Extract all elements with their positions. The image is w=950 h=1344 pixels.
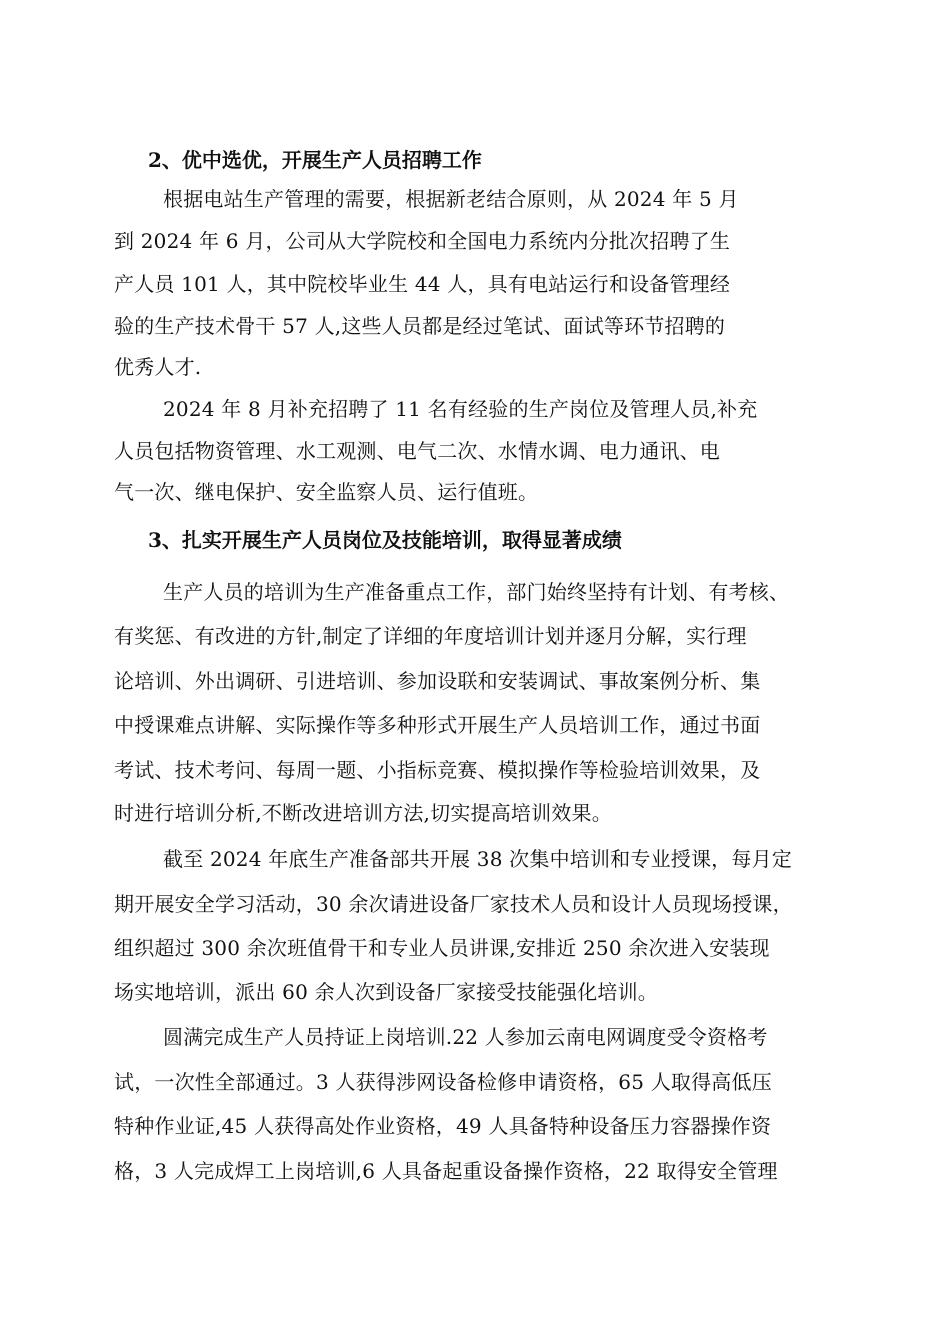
paragraph-line: 优秀人才. (114, 355, 202, 379)
paragraph-line: 特种作业证,45 人获得高处作业资格，49 人具备特种设备压力容器操作资 (114, 1114, 772, 1138)
paragraph-line: 组织超过 300 余次班值骨干和专业人员讲课,安排近 250 余次进入安装现 (114, 936, 770, 960)
paragraph-line: 生产人员的培训为生产准备重点工作，部门始终坚持有计划、有考核、 (163, 580, 790, 604)
paragraph-line: 格，3 人完成焊工上岗培训,6 人具备起重设备操作资格，22 取得安全管理 (114, 1159, 778, 1183)
section-2-heading: 2、优中选优，开展生产人员招聘工作 (148, 148, 482, 172)
paragraph-line: 产人员 101 人，其中院校毕业生 44 人，具有电站运行和设备管理经 (114, 272, 731, 296)
paragraph-line: 根据电站生产管理的需要，根据新老结合原则，从 2024 年 5 月 (163, 187, 739, 211)
paragraph-line: 截至 2024 年底生产准备部共开展 38 次集中培训和专业授课，每月定 (163, 847, 792, 871)
paragraph-line: 考试、技术考问、每周一题、小指标竞赛、模拟操作等检验培训效果，及 (114, 758, 761, 782)
paragraph-line: 中授课难点讲解、实际操作等多种形式开展生产人员培训工作，通过书面 (114, 713, 761, 737)
section-3-heading: 3、扎实开展生产人员岗位及技能培训，取得显著成绩 (148, 528, 622, 552)
paragraph-line: 时进行培训分析,不断改进培训方法,切实提高培训效果。 (114, 801, 612, 825)
paragraph-line: 论培训、外出调研、引进培训、参加设联和安装调试、事故案例分析、集 (114, 669, 761, 693)
paragraph-line: 试，一次性全部通过。3 人获得涉网设备检修申请资格，65 人取得高低压 (114, 1070, 772, 1094)
paragraph-line: 2024 年 8 月补充招聘了 11 名有经验的生产岗位及管理人员,补充 (163, 397, 758, 421)
paragraph-line: 圆满完成生产人员持证上岗培训.22 人参加云南电网调度受令资格考 (163, 1025, 768, 1049)
paragraph-line: 验的生产技术骨干 57 人,这些人员都是经过笔试、面试等环节招聘的 (114, 314, 726, 338)
paragraph-line: 有奖惩、有改进的方针,制定了详细的年度培训计划并逐月分解，实行理 (114, 624, 747, 648)
paragraph-line: 人员包括物资管理、水工观测、电气二次、水情水调、电力通讯、电 (114, 439, 720, 463)
paragraph-line: 气一次、继电保护、安全监察人员、运行值班。 (114, 480, 539, 504)
paragraph-line: 到 2024 年 6 月，公司从大学院校和全国电力系统内分批次招聘了生 (114, 229, 731, 253)
paragraph-line: 场实地培训，派出 60 余人次到设备厂家接受技能强化培训。 (114, 980, 658, 1004)
paragraph-line: 期开展安全学习活动，30 余次请进设备厂家技术人员和设计人员现场授课， (114, 892, 793, 916)
